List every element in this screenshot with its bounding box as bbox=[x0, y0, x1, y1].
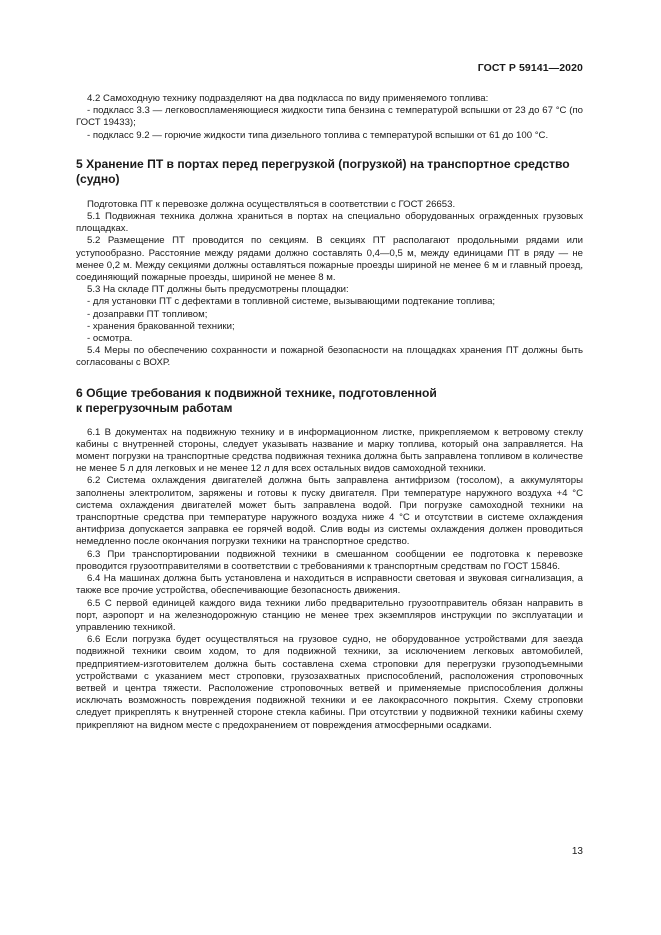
paragraph-4-2: 4.2 Самоходную технику подразделяют на два подкласса по виду применяемого топлива: bbox=[87, 93, 489, 104]
section-4-continuation bbox=[76, 93, 583, 142]
list-item: - осмотра. bbox=[87, 333, 133, 345]
list-item: - хранения бракованной техники; bbox=[87, 320, 235, 332]
list-item: - для установки ПТ с дефектами в топливной системе, вызывающими подтекание топлива; bbox=[87, 296, 496, 308]
page-number: 13 bbox=[571, 846, 583, 857]
paragraph: 6.4 На машинах должна быть установлена и находиться в исправности световая и звуковая сигнализация, а также все прочие устройства, обеспечивающие безопасность движения. bbox=[76, 573, 583, 597]
paragraph: 6.5 С первой единицей каждого вида техники либо предварительно грузоотправитель обязан направить в порт, аэропорт и на железнодорожную станцию не менее трех экземпляров инструкции по эксплуатации и управлению техникой. bbox=[76, 597, 583, 633]
section-6-heading bbox=[76, 386, 583, 416]
section-5-heading: 5 Хранение ПТ в портах перед перегрузкой (погрузкой) на транспортное средство (судно) bbox=[76, 156, 570, 186]
section-6-body bbox=[76, 427, 583, 732]
paragraph: 6.2 Система охлаждения двигателей должна быть заправлена антифризом (тосолом), а аккумуляторы заполнены электролитом, заряжены и готовы к пуску двигателя. При температуре наружного воздуха +4 °C система охлаждения двигателей может быть заправлена водой. При погрузке самоходной техники на транспортные средства при температуре наружного воздуха ниже 4 °C и отсутствии в системе охлаждения антифриза допускается заправка ее горячей водой. Слив воды из системы охлаждения должен проводиться немедленно после окончания погрузки техники на транспортное средство. bbox=[76, 475, 583, 548]
page-content bbox=[76, 93, 583, 732]
section-6-heading-line-1: 6 Общие требования к подвижной технике, подготовленной bbox=[76, 385, 437, 400]
paragraph: 5.3 На складе ПТ должны быть предусмотрены площадки: bbox=[87, 284, 349, 296]
paragraph: 5.2 Размещение ПТ проводится по секциям. В секциях ПТ располагают продольными рядами или уступообразно. Расстояние между рядами должно составлять 0,4—0,5 м, между единицами ПТ в ряду — не менее 0,2 м. Между секциями должны оставляться пожарные проезды шириной не менее 6 м и главный проезд, соединяющий пожарные проезды, шириной не менее 8 м. bbox=[76, 235, 583, 284]
paragraph: Подготовка ПТ к перевозке должна осуществляться в соответствии с ГОСТ 26653. bbox=[87, 198, 456, 210]
document-code: ГОСТ Р 59141—2020 bbox=[477, 62, 583, 74]
paragraph: 6.6 Если погрузка будет осуществляться на грузовое судно, не оборудованное устройствами для заезда подвижной техники своим ходом, то для подвижной техники, за исключением легковых автомобилей, предприятием-изготовителем должна быть составлена схема строповки для перегрузки грузоподъемными устройствами с указанием мест строповки, грузозахватных приспособлений, расположения строповочных ветвей и центра тяжести. Расположение строповочных ветвей и применяемые приспособления должны исключать возможность повреждения подвижной техники и ее лакокрасочного покрытия. Схему строповки следует прикреплять к внутренней стороне стекла кабины. При отсутствии у подвижной техники кабины схему прикрепляют на видном месте с предохранением от повреждения атмосферными осадками. bbox=[76, 634, 583, 731]
section-6-heading-line-2: к перегрузочным работам bbox=[76, 400, 233, 415]
list-item-subclass-9-2: - подкласс 9.2 — горючие жидкости типа дизельного топлива с температурой вспышки от 61 до 100 °C. bbox=[87, 129, 549, 141]
paragraph: 6.1 В документах на подвижную технику и в информационном листке, прикрепляемом к ветровому стеклу кабины с внутренней стороны, следует указывать название и марку топлива, который она заправляется. На момент погрузки на транспортные средства подвижная техника должна быть заправлена топливом в количестве не менее 5 л для легковых и не менее 12 л для всех остальных видов самоходной техники. bbox=[76, 426, 583, 475]
paragraph: 6.3 При транспортировании подвижной техники в смешанном сообщении ее подготовка к перевозке проводится грузоотправителями в соответствии с требованиями к транспортным средствам по ГОСТ 15846. bbox=[76, 548, 583, 572]
paragraph: 5.1 Подвижная техника должна храниться в портах на специально оборудованных огражденных грузовых площадках. bbox=[76, 211, 583, 235]
list-item-subclass-3-3: - подкласс 3.3 — легковоспламеняющиеся жидкости типа бензина с температурой вспышки от 23 до 67 °C (по ГОСТ 19433); bbox=[76, 105, 583, 129]
list-item: - дозаправки ПТ топливом; bbox=[87, 308, 208, 320]
paragraph: 5.4 Меры по обеспечению сохранности и пожарной безопасности на площадках хранения ПТ должны быть согласованы с ВОХР. bbox=[76, 345, 583, 369]
section-5-body bbox=[76, 199, 583, 370]
